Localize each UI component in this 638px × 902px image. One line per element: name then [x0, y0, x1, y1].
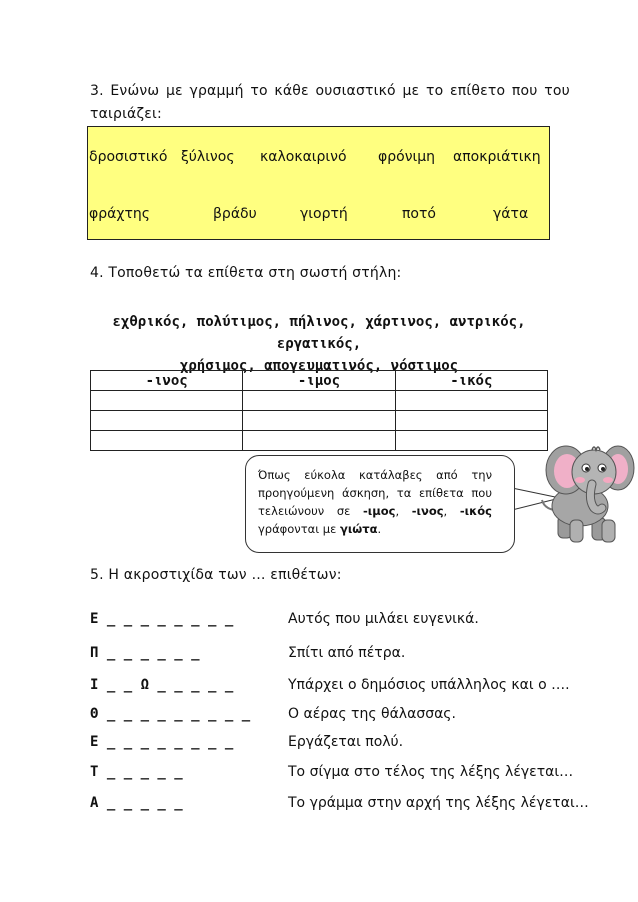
- acrostic-blank[interactable]: Π _ _ _ _ _ _: [90, 645, 200, 661]
- column-header: -ινος: [91, 371, 243, 391]
- answer-cell[interactable]: [395, 431, 547, 451]
- word: το: [250, 83, 268, 99]
- word: που: [511, 83, 538, 99]
- noun[interactable]: φράχτης: [89, 206, 150, 222]
- word: με: [402, 83, 420, 99]
- word: ουσιαστικό: [315, 83, 396, 99]
- suffix-ikos: -ικός: [459, 504, 492, 518]
- acrostic-blank[interactable]: Τ _ _ _ _ _: [90, 764, 183, 780]
- word: κάθε: [274, 83, 309, 99]
- acrostic-clue: Αυτός που μιλάει ευγενικά.: [288, 611, 479, 627]
- table-header-row: [91, 371, 548, 391]
- acrostic-clue: Το γράμμα στην αρχή της λέξης λέγεται…: [288, 795, 589, 811]
- answer-cell[interactable]: [91, 431, 243, 451]
- adjective[interactable]: φρόνιμη: [378, 149, 436, 165]
- word: το: [425, 83, 444, 99]
- acrostic-clue: Ο αέρας της θάλασσας.: [288, 706, 456, 722]
- exercise-3-line1: [90, 80, 570, 103]
- noun[interactable]: βράδυ: [213, 206, 257, 222]
- acrostic-blank[interactable]: Α _ _ _ _ _: [90, 795, 183, 811]
- adjective-list-line1: εχθρικός, πολύτιμος, πήλινος, χάρτινος, αντρικός, εργατικός,: [112, 314, 526, 352]
- acrostic-clue: Υπάρχει ο δημόσιος υπάλληλος και ο ….: [288, 677, 570, 693]
- answer-cell[interactable]: [395, 411, 547, 431]
- column-header: -ικός: [395, 371, 547, 391]
- word: επίθετο: [449, 83, 506, 99]
- bubble-sep: ,: [395, 504, 412, 518]
- bubble-text-part: Όπως εύκολα κατάλαβες από την προηγούμενη άσκηση, τα επίθετα που τελειώνουν σε: [258, 468, 492, 518]
- sorting-table: [90, 370, 548, 451]
- word: 3.: [90, 83, 104, 99]
- acrostic-blank[interactable]: Ι _ _ Ω _ _ _ _ _: [90, 677, 234, 693]
- table-row: [91, 391, 548, 411]
- word: με: [165, 83, 183, 99]
- adjective[interactable]: δροσιστικό: [89, 149, 168, 165]
- column-header: -ιμος: [243, 371, 395, 391]
- answer-cell[interactable]: [243, 411, 395, 431]
- exercise-3-instruction: [90, 80, 570, 126]
- table-row: [91, 431, 548, 451]
- speech-bubble: [245, 455, 515, 553]
- answer-cell[interactable]: [91, 411, 243, 431]
- exercise-5-title: 5. Η ακροστιχίδα των … επιθέτων:: [90, 567, 342, 583]
- acrostic-blank[interactable]: Ε _ _ _ _ _ _ _ _: [90, 734, 234, 750]
- suffix-imos: -ιμος: [363, 504, 396, 518]
- bubble-text-part: γράφονται με: [258, 522, 340, 536]
- acrostic-clue: Το σίγμα στο τέλος της λέξης λέγεται…: [288, 764, 574, 780]
- bubble-text-part: .: [377, 522, 382, 536]
- exercise-3-line2: ταιριάζει:: [90, 106, 162, 122]
- adjective[interactable]: ξύλινος: [181, 149, 235, 165]
- word: του: [544, 83, 570, 99]
- acrostic-blank[interactable]: Θ _ _ _ _ _ _ _ _ _: [90, 706, 251, 722]
- answer-cell[interactable]: [243, 391, 395, 411]
- answer-cell[interactable]: [395, 391, 547, 411]
- bubble-sep: ,: [443, 504, 460, 518]
- acrostic-clue: Εργάζεται πολύ.: [288, 734, 404, 750]
- elephant-icon: [536, 438, 636, 548]
- adjective-list-line2: χρήσιμος, απογευματινός, νόστιμος: [179, 358, 459, 374]
- acrostic-clue: Σπίτι από πέτρα.: [288, 645, 406, 661]
- word: γραμμή: [189, 83, 244, 99]
- matching-box: [87, 126, 550, 240]
- noun[interactable]: γιορτή: [300, 206, 348, 222]
- bubble-text: [258, 466, 492, 538]
- word: Ενώνω: [110, 83, 160, 99]
- adjective[interactable]: αποκριάτικη: [453, 149, 541, 165]
- suffix-inos: -ινος: [411, 504, 444, 518]
- acrostic-blank[interactable]: Ε _ _ _ _ _ _ _ _: [90, 611, 234, 627]
- table-row: [91, 411, 548, 431]
- noun[interactable]: γάτα: [493, 206, 529, 222]
- exercise-4-title: 4. Τοποθετώ τα επίθετα στη σωστή στήλη:: [90, 265, 402, 281]
- answer-cell[interactable]: [243, 431, 395, 451]
- adjective[interactable]: καλοκαιρινό: [260, 149, 347, 165]
- iota-word: γιώτα: [339, 522, 378, 536]
- answer-cell[interactable]: [91, 391, 243, 411]
- adjective-list: [90, 311, 548, 377]
- noun[interactable]: ποτό: [402, 206, 436, 222]
